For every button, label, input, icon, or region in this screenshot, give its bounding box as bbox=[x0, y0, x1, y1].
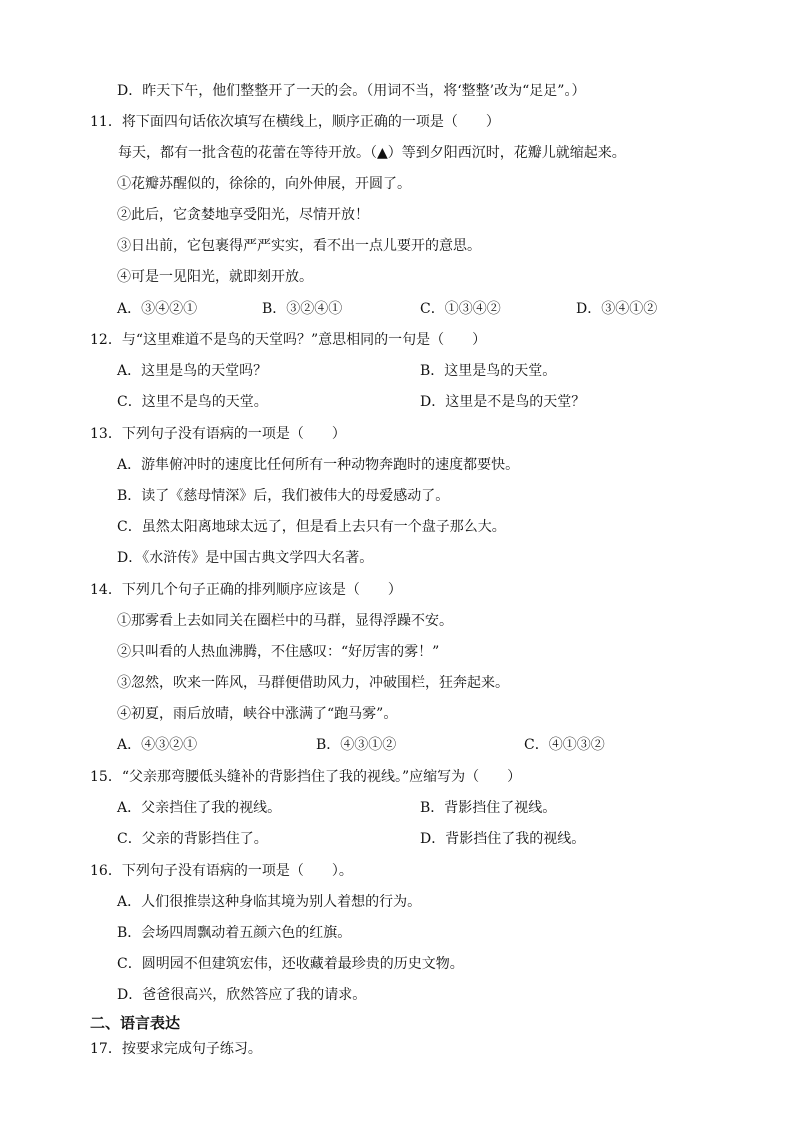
q15-option-b[interactable]: B．背影挡住了视线。 bbox=[420, 800, 557, 816]
q11-option-c[interactable]: C．①③④② bbox=[420, 301, 501, 317]
q12-option-c[interactable]: C．这里不是鸟的天堂。 bbox=[117, 394, 268, 410]
q14-sentence-3: ③忽然，吹来一阵风，马群便借助风力，冲破围栏，狂奔起来。 bbox=[117, 675, 509, 691]
q14-sentence-2: ②只叫看的人热血沸腾，不住感叹：“好厉害的雾！” bbox=[117, 644, 440, 660]
q14-option-c[interactable]: C．④①③② bbox=[524, 737, 605, 753]
q12-option-a[interactable]: A．这里是鸟的天堂吗？ bbox=[117, 363, 268, 379]
question-11: 11．将下面四句话依次填写在横线上，顺序正确的一项是（ ） bbox=[90, 114, 500, 130]
q13-option-b[interactable]: B．读了《慈母情深》后，我们被伟大的母爱感动了。 bbox=[117, 488, 450, 504]
q14-option-b[interactable]: B．④③①② bbox=[316, 737, 397, 753]
q11-sentence-4: ④可是一见阳光，就即刻开放。 bbox=[117, 269, 313, 285]
q14-sentence-1: ①那雾看上去如同关在圈栏中的马群，显得浮躁不安。 bbox=[117, 613, 453, 629]
q16-option-c[interactable]: C．圆明园不但建筑宏伟，还收藏着最珍贵的历史文物。 bbox=[117, 956, 464, 972]
q12-option-b[interactable]: B．这里是鸟的天堂。 bbox=[420, 363, 557, 379]
q13-option-c[interactable]: C．虽然太阳离地球太远了，但是看上去只有一个盘子那么大。 bbox=[117, 519, 506, 535]
q12-option-d[interactable]: D．这里是不是鸟的天堂？ bbox=[420, 394, 586, 410]
q11-option-b[interactable]: B．③②④① bbox=[262, 301, 343, 317]
q15-option-d[interactable]: D．背影挡住了我的视线。 bbox=[420, 831, 586, 847]
q11-option-d[interactable]: D．③④①② bbox=[576, 301, 658, 317]
q11-sentence-1: ①花瓣苏醒似的，徐徐的，向外伸展，开圆了。 bbox=[117, 176, 411, 192]
question-14: 14．下列几个句子正确的排列顺序应该是（ ） bbox=[90, 582, 402, 598]
q11-option-a[interactable]: A．③④②① bbox=[117, 301, 198, 317]
q15-option-a[interactable]: A．父亲挡住了我的视线。 bbox=[117, 800, 282, 816]
q16-option-d[interactable]: D．爸爸很高兴，欣然答应了我的请求。 bbox=[117, 987, 367, 1003]
q13-option-d[interactable]: D．《水浒传》是中国古典文学四大名著。 bbox=[117, 550, 374, 566]
q11-sentence-2: ②此后，它贪婪地享受阳光，尽情开放！ bbox=[117, 207, 369, 223]
q14-sentence-4: ④初夏，雨后放晴，峡谷中涨满了“跑马雾”。 bbox=[117, 706, 398, 722]
q13-option-a[interactable]: A．游隼俯冲时的速度比任何所有一种动物奔跑时的速度都要快。 bbox=[117, 457, 520, 473]
q16-option-b[interactable]: B．会场四周飘动着五颜六色的红旗。 bbox=[117, 925, 352, 941]
q10-option-d: D．昨天下午，他们整整开了一天的会。（用词不当，将‘整整’改为“足足”。） bbox=[117, 83, 586, 99]
q11-sentence-3: ③日出前，它包裹得严严实实，看不出一点儿要开的意思。 bbox=[117, 238, 481, 254]
question-13: 13．下列句子没有语病的一项是（ ） bbox=[90, 426, 346, 442]
question-17: 17．按要求完成句子练习。 bbox=[90, 1041, 262, 1057]
question-15: 15．“父亲那弯腰低头缝补的背影挡住了我的视线。”应缩写为（ ） bbox=[90, 769, 522, 785]
q14-option-a[interactable]: A．④③②① bbox=[117, 737, 198, 753]
question-12: 12．与“这里难道不是鸟的天堂吗？”意思相同的一句是（ ） bbox=[90, 332, 487, 348]
question-16: 16．下列句子没有语病的一项是（ ）。 bbox=[90, 863, 353, 879]
q15-option-c[interactable]: C．父亲的背影挡住了。 bbox=[117, 831, 268, 847]
q16-option-a[interactable]: A．人们很推崇这种身临其境为别人着想的行为。 bbox=[117, 894, 422, 910]
section-title: 二、语言表达 bbox=[90, 1014, 181, 1032]
q11-passage: 每天，都有一批含苞的花蕾在等待开放。（▲）等到夕阳西沉时，花瓣儿就缩起来。 bbox=[118, 145, 626, 161]
